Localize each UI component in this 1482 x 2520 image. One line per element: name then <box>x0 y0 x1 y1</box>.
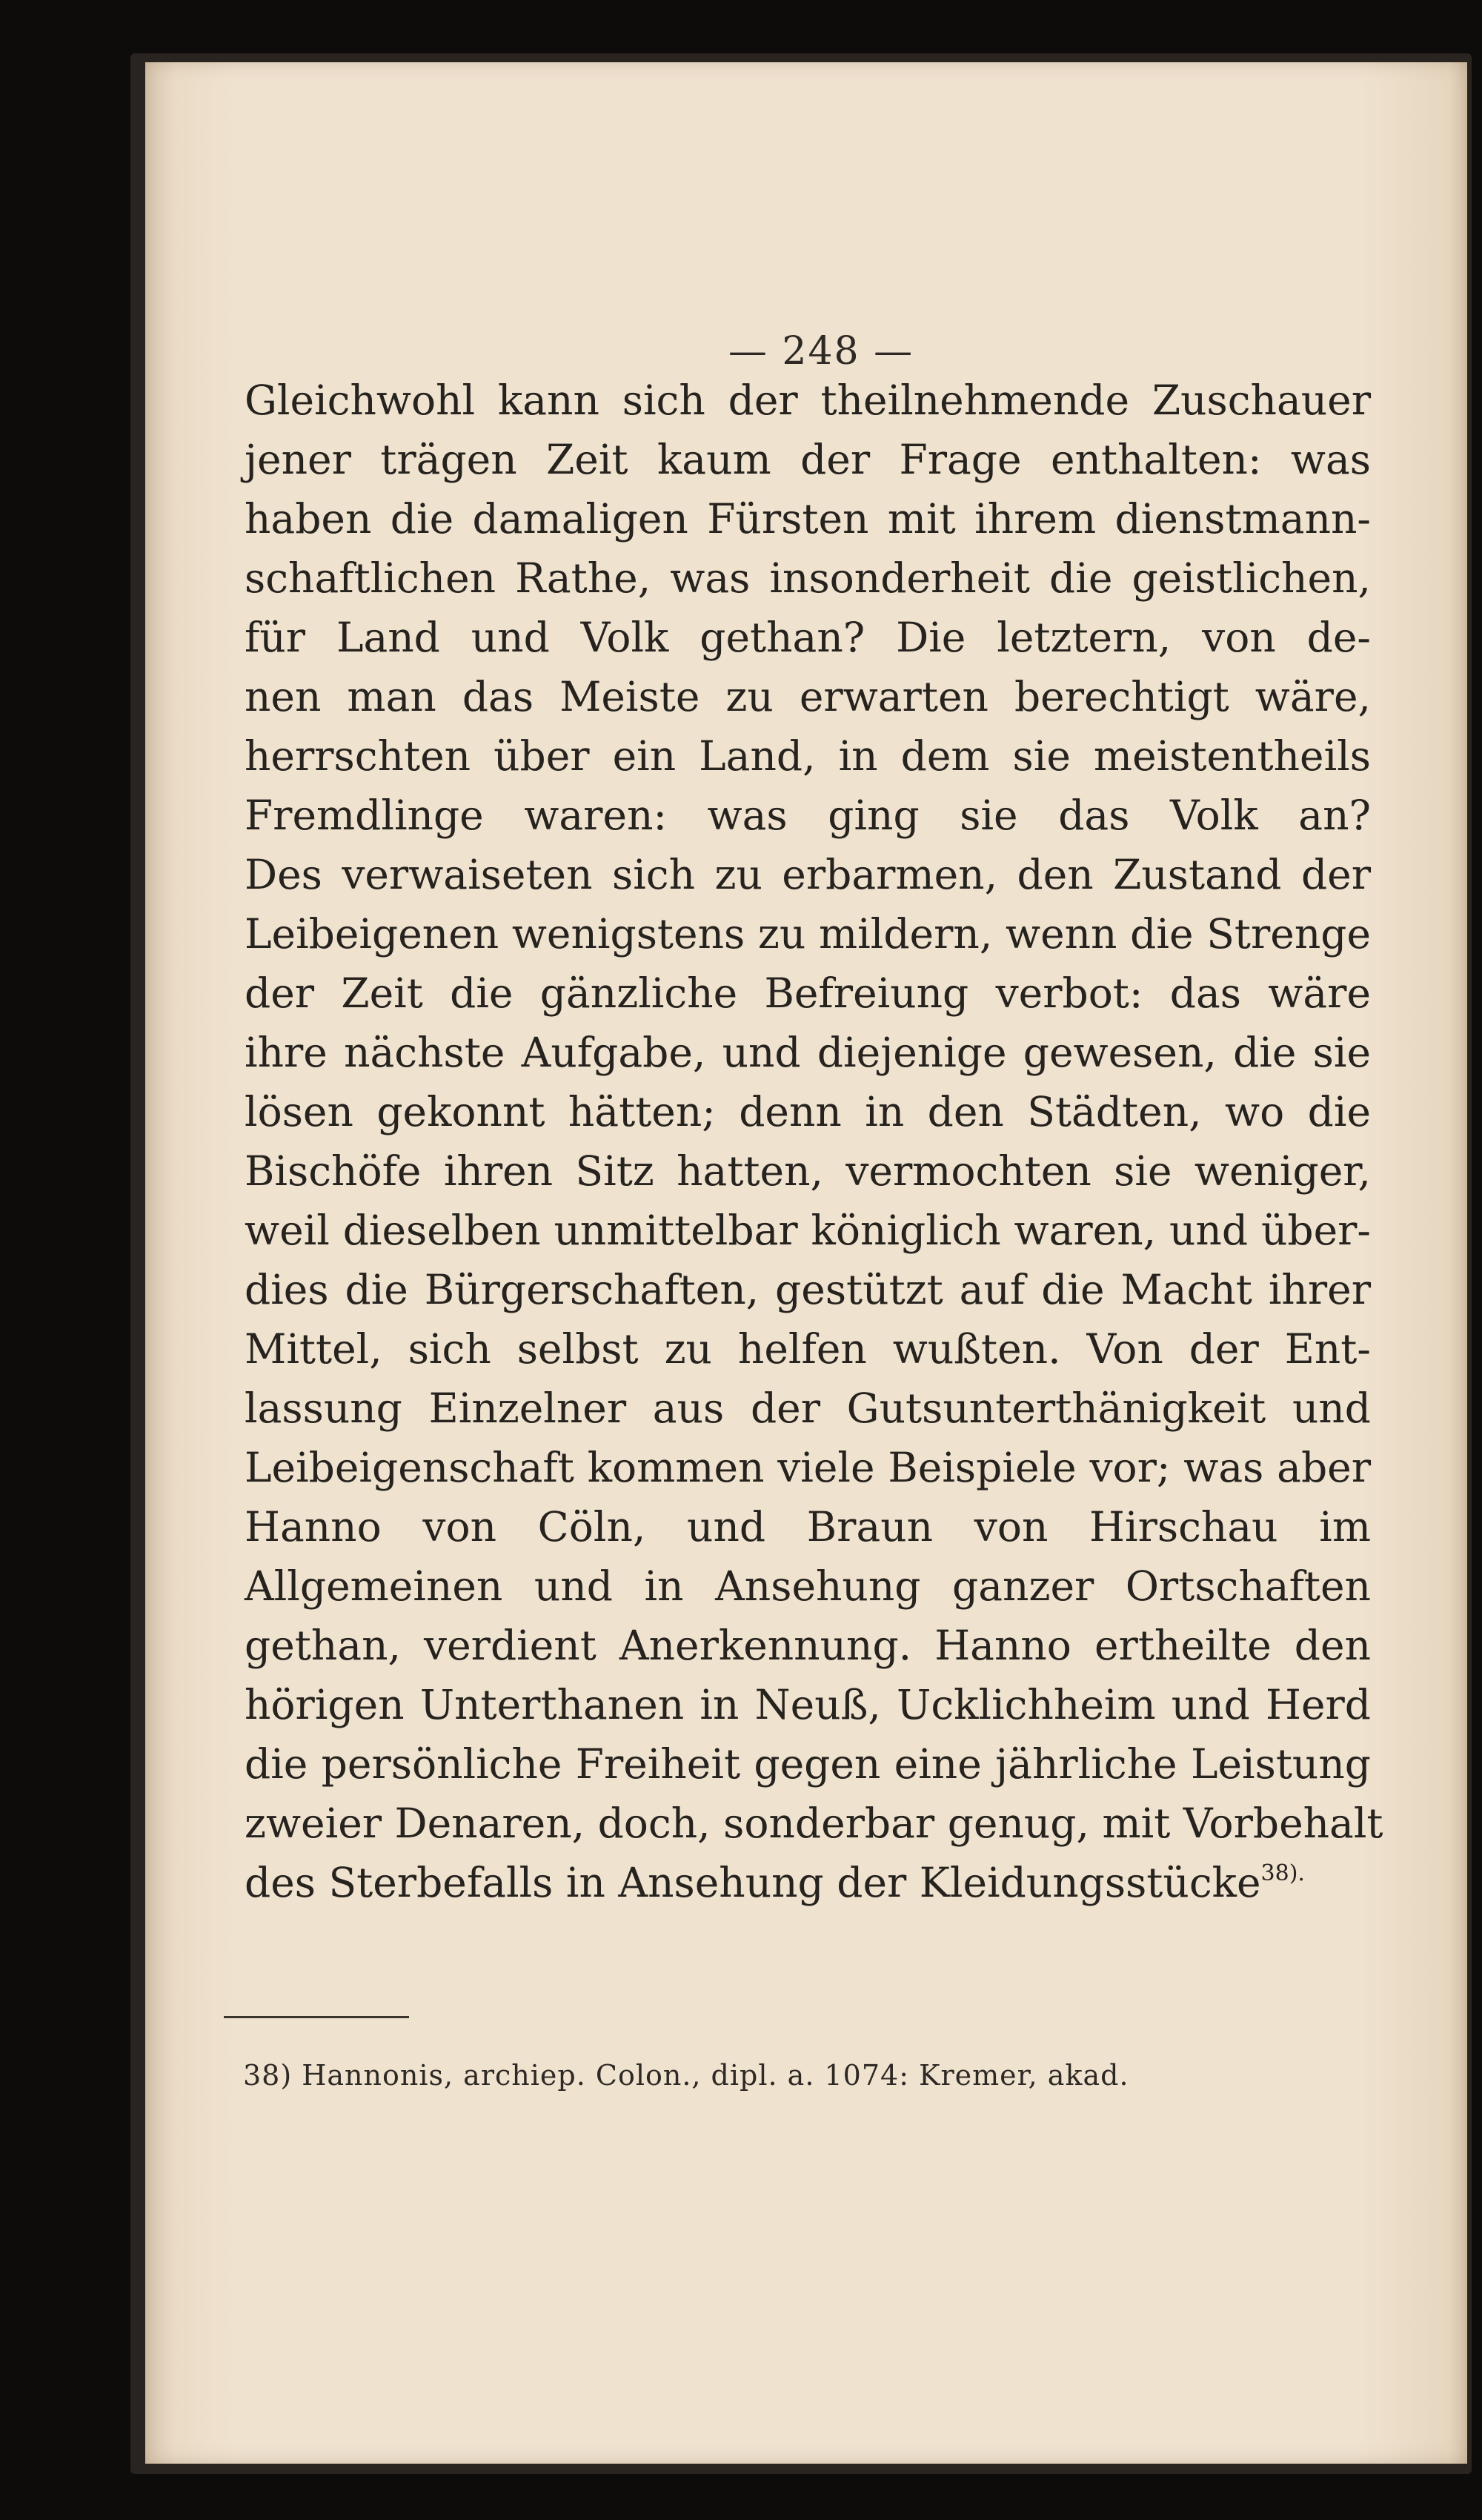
footnote-marker: 38). <box>1260 1860 1305 1886</box>
text-line: für Land und Volk gethan? Die letztern, von de- <box>245 614 1371 661</box>
text-line: Gleichwohl kann sich der theilnehmende Zuschauer <box>245 377 1371 424</box>
footnote-divider <box>224 2016 409 2018</box>
page-number: — 248 — <box>728 329 914 374</box>
text-line: Fremdlinge waren: was ging sie das Volk an? <box>245 792 1371 839</box>
text-line: der Zeit die gänzliche Befreiung verbot: das wäre <box>245 969 1371 1017</box>
text-line: dies die Bürgerschaften, gestützt auf die Macht ihrer <box>245 1266 1371 1313</box>
text-line: hörigen Unterthanen in Neuß, Ucklichheim und Herd <box>245 1681 1371 1728</box>
footnote: 38) Hannonis, archiep. Colon., dipl. a. 1074: Kremer, akad. <box>243 2059 1129 2092</box>
text-line: Bischöfe ihren Sitz hatten, vermochten sie weniger, <box>245 1147 1371 1195</box>
text-line: jener trägen Zeit kaum der Frage enthalten: was <box>245 436 1371 483</box>
text-line: gethan, verdient Anerkennung. Hanno ertheilte den <box>245 1622 1371 1669</box>
text-line: haben die damaligen Fürsten mit ihrem dienstmann- <box>245 495 1371 543</box>
text-line: lösen gekonnt hätten; denn in den Städten, wo die <box>245 1088 1371 1135</box>
text-line: Allgemeinen und in Ansehung ganzer Ortschaften <box>245 1562 1371 1610</box>
text-line: Des verwaiseten sich zu erbarmen, den Zustand der <box>245 851 1371 898</box>
text-line: die persönliche Freiheit gegen eine jährliche Leistung <box>245 1740 1371 1788</box>
text-line: lassung Einzelner aus der Gutsunterthänigkeit und <box>245 1385 1371 1432</box>
text-line-last <box>245 1853 1371 1912</box>
body-text <box>245 371 1383 1912</box>
text-line: nen man das Meiste zu erwarten berechtigt wäre, <box>245 673 1371 720</box>
text-line: Hanno von Cöln, und Braun von Hirschau im <box>245 1503 1371 1551</box>
text-line: ihre nächste Aufgabe, und diejenige gewesen, die sie <box>245 1029 1371 1076</box>
text-line: herrschten über ein Land, in dem sie meistentheils <box>245 732 1371 780</box>
text-line: Mittel, sich selbst zu helfen wußten. Von der Ent- <box>245 1325 1371 1373</box>
text-line: Leibeigenschaft kommen viele Beispiele vor; was aber <box>245 1444 1371 1491</box>
text-line: Leibeigenen wenigstens zu mildern, wenn die Strenge <box>245 910 1371 958</box>
text-line: zweier Denaren, doch, sonderbar genug, mit Vorbehalt <box>245 1800 1383 1847</box>
text-line: schaftlichen Rathe, was insonderheit die geistlichen, <box>245 554 1371 602</box>
text-line: weil dieselben unmittelbar königlich waren, und über- <box>245 1207 1371 1254</box>
text-line: des Sterbefalls in Ansehung der Kleidungsstücke <box>245 1859 1261 1906</box>
